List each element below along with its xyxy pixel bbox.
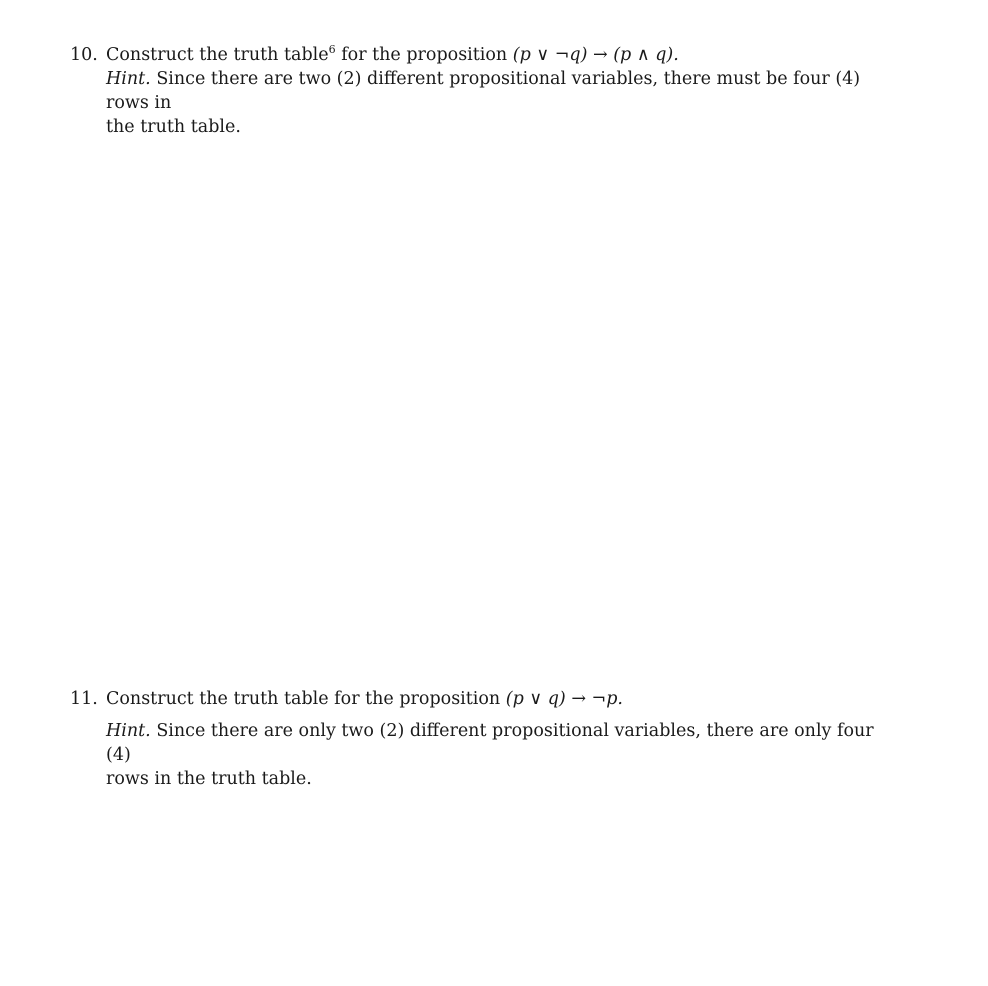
- problem-11-hint-text1: Since there are only two (2) different propositional variables, there are only four (4): [106, 721, 874, 765]
- problem-10-hint-line2: the truth table.: [106, 117, 241, 137]
- problem-11-hint-label: Hint.: [106, 721, 151, 741]
- problem-10: [70, 43, 900, 139]
- footnote-mark: 6: [328, 43, 336, 57]
- problem-11-formula: (p ∨ q) → ¬p.: [505, 689, 623, 709]
- problem-10-formula: (p ∨ ¬q) → (p ∧ q).: [512, 45, 679, 65]
- problem-10-hint-line1: [106, 67, 900, 115]
- problem-11-hint-line2: rows in the truth table.: [106, 769, 312, 789]
- problem-11-statement: [70, 687, 900, 711]
- problem-10-hint-text1: Since there are two (2) different propositional variables, there must be four (4) rows in: [106, 69, 861, 113]
- problem-10-statement: [70, 43, 900, 67]
- problem-11-hint-line1: [106, 719, 900, 767]
- problem-10-hint: [70, 67, 900, 139]
- problem-11: [70, 687, 900, 791]
- problem-10-number: 10.: [70, 45, 98, 65]
- problem-11-statement-before: Construct the truth table for the proposition: [106, 689, 506, 709]
- problem-10-hint-label: Hint.: [106, 69, 151, 89]
- problem-10-text: [106, 43, 679, 67]
- problem-11-number: 11.: [70, 689, 98, 709]
- problem-11-hint: [70, 719, 900, 791]
- problem-11-text: [106, 687, 623, 711]
- problem-10-statement-before: Construct the truth table: [106, 45, 329, 65]
- problem-10-statement-after: for the proposition: [335, 45, 513, 65]
